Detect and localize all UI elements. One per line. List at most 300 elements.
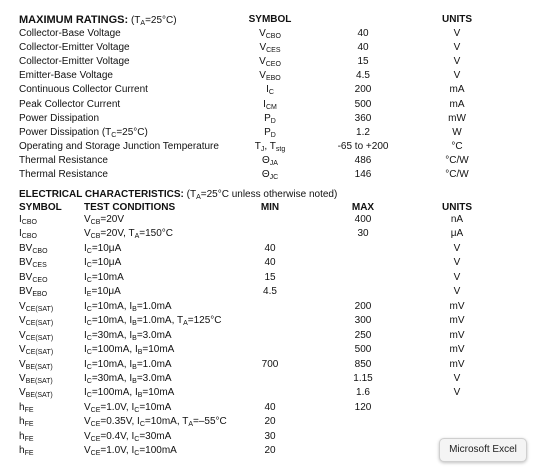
- condition-text: =10mA: [142, 387, 175, 399]
- condition-variable: I: [84, 300, 87, 312]
- parameter-subscript: C: [111, 131, 117, 139]
- condition-text: =30mA: [139, 430, 172, 442]
- unit-value: V: [453, 257, 461, 269]
- characteristic-row: [0, 386, 533, 400]
- condition-variable: T: [182, 416, 189, 428]
- condition-text: =30mA,: [91, 372, 130, 384]
- symbol-main: V: [19, 344, 26, 356]
- condition-subscript: B: [137, 349, 143, 357]
- max-value: 120: [354, 401, 372, 413]
- test-condition: [84, 386, 174, 400]
- condition-variable: I: [137, 416, 140, 428]
- parameter-text: Continuous Collector Current: [19, 84, 148, 96]
- condition-variable: I: [131, 430, 135, 442]
- condition-text: =3.0mA: [136, 372, 172, 384]
- unit-value: V: [453, 387, 461, 399]
- symbol-subscript: JC: [269, 174, 279, 181]
- max-value: 850: [354, 358, 372, 370]
- unit-value: V: [453, 242, 461, 254]
- unit-value: mV: [449, 315, 465, 327]
- rating-unit: V: [453, 42, 461, 54]
- condition-subscript: C: [134, 435, 140, 443]
- rating-symbol: [237, 154, 303, 168]
- rating-parameter: [19, 55, 130, 69]
- condition-variable: I: [134, 344, 138, 356]
- condition-subscript: C: [134, 406, 140, 414]
- rating-unit: W: [452, 126, 462, 138]
- test-condition: [84, 227, 173, 241]
- condition-text: =10mA: [91, 271, 124, 283]
- symbol-subscript: C: [268, 89, 274, 97]
- electrical-max-header: MAX: [351, 202, 375, 213]
- condition-variable: I: [129, 358, 133, 370]
- condition-subscript: A: [134, 233, 140, 241]
- symbol-subscript: CE(SAT): [25, 305, 54, 313]
- min-value: 40: [264, 242, 276, 254]
- condition-subscript: A: [183, 320, 188, 328]
- condition-subscript: B: [132, 305, 137, 313]
- condition-variable: V: [84, 401, 91, 413]
- condition-subscript: C: [86, 320, 92, 328]
- symbol-main: V: [19, 315, 26, 327]
- test-condition: [84, 256, 121, 270]
- condition-subscript: CE: [90, 406, 101, 414]
- parameter-text: Power Dissipation (T: [19, 126, 112, 138]
- characteristic-symbol: [19, 300, 53, 314]
- condition-text: =3.0mA: [136, 329, 172, 341]
- characteristic-row: [0, 329, 533, 343]
- condition-variable: I: [134, 387, 138, 399]
- condition-variable: I: [84, 387, 87, 399]
- condition-subscript: CB: [90, 219, 101, 226]
- condition-variable: I: [84, 358, 87, 370]
- unit-value: μA: [450, 228, 464, 240]
- characteristic-symbol: [19, 343, 53, 357]
- condition-text: =100mA,: [91, 344, 135, 356]
- electrical-title-row: [0, 188, 533, 202]
- rating-symbol: [237, 55, 303, 69]
- electrical-title: ELECTRICAL CHARACTERISTICS: ($T_A=25^\circ C$ unless otherwise noted): [19, 189, 338, 201]
- symbol-subscript: FE: [24, 450, 34, 458]
- parameter-text: Collector-Emitter Voltage: [19, 56, 130, 68]
- rating-value: 4.5: [356, 70, 370, 82]
- characteristic-symbol: [19, 213, 37, 227]
- condition-subscript: C: [86, 392, 92, 400]
- condition-subscript: B: [132, 363, 137, 371]
- characteristic-symbol: [19, 444, 34, 458]
- rating-parameter: [19, 41, 130, 55]
- unit-value: V: [453, 286, 461, 298]
- min-value: 4.5: [263, 286, 277, 298]
- rating-symbol: [237, 112, 303, 126]
- condition-subscript: B: [132, 377, 137, 385]
- condition-text: =100mA: [139, 445, 177, 457]
- rating-value: 15: [357, 56, 369, 68]
- symbol-main: Θ: [261, 169, 270, 180]
- rating-parameter: [19, 69, 113, 83]
- parameter-text: Thermal Resistance: [19, 154, 108, 166]
- symbol-subscript: CBO: [21, 233, 37, 241]
- rating-parameter: [19, 98, 120, 112]
- characteristic-symbol: [19, 329, 53, 343]
- characteristic-symbol: [19, 358, 53, 372]
- parameter-text: Thermal Resistance: [19, 169, 108, 180]
- condition-text: =20V: [100, 214, 125, 225]
- parameter-text: Operating and Storage Junction Temperature: [19, 140, 219, 152]
- symbol-main: BV: [19, 286, 33, 298]
- condition-subscript: C: [134, 450, 140, 458]
- condition-subscript: C: [86, 349, 92, 357]
- max-ratings-title: MAXIMUM RATINGS: $(T_A=25^\circ C)$: [19, 14, 177, 27]
- symbol-subscript: CE(SAT): [25, 320, 54, 328]
- condition-variable: I: [84, 286, 87, 298]
- condition-variable: I: [131, 401, 135, 413]
- rating-parameter: [19, 126, 148, 140]
- symbol-main: I: [19, 214, 22, 225]
- condition-subscript: C: [86, 247, 92, 255]
- condition-text: =100mA,: [91, 387, 135, 399]
- condition-subscript: B: [137, 392, 143, 400]
- max-value: 1.6: [356, 387, 370, 399]
- condition-variable: I: [129, 315, 133, 327]
- max-ratings-header: [0, 13, 533, 27]
- condition-variable: V: [84, 214, 91, 225]
- rating-row: [0, 55, 533, 69]
- condition-text: =1.0mA: [136, 300, 172, 312]
- rating-row: [0, 98, 533, 112]
- symbol-main: V: [259, 28, 266, 39]
- condition-variable: T: [128, 228, 135, 240]
- test-condition: [84, 415, 227, 429]
- test-condition: [84, 285, 121, 299]
- rating-symbol: [237, 83, 303, 97]
- condition-subscript: E: [86, 291, 92, 299]
- symbol-main: V: [259, 42, 267, 54]
- unit-value: V: [453, 372, 461, 384]
- symbol-subscript: CE(SAT): [25, 349, 54, 357]
- condition-variable: V: [84, 445, 91, 457]
- symbol-main: BV: [19, 271, 33, 283]
- test-condition: [84, 329, 172, 343]
- rating-unit: mW: [448, 112, 466, 124]
- condition-text: =0.4V,: [100, 430, 132, 442]
- rating-unit: V: [453, 56, 461, 68]
- rating-value: 500: [354, 98, 372, 110]
- rating-symbol: [237, 41, 303, 55]
- rating-parameter: [19, 83, 148, 97]
- characteristic-row: [0, 256, 533, 270]
- parameter-text: Emitter-Base Voltage: [19, 70, 113, 82]
- symbol-main: V: [19, 329, 26, 341]
- rating-parameter: [19, 168, 108, 182]
- condition-subscript: A: [188, 421, 193, 429]
- condition-variable: V: [84, 416, 91, 428]
- symbol-subscript: CES: [266, 47, 281, 55]
- unit-value: V: [453, 271, 461, 283]
- characteristic-row: [0, 401, 533, 415]
- min-value: 700: [261, 358, 279, 370]
- rating-row: [0, 154, 533, 168]
- symbol-main: h: [19, 430, 25, 442]
- rating-symbol: [237, 168, 303, 182]
- symbol-main: V: [259, 70, 266, 82]
- condition-text: =10μA: [91, 242, 122, 254]
- condition-subscript: C: [86, 305, 92, 313]
- rating-parameter: [19, 27, 121, 41]
- symbol-subscript-2: stg: [275, 145, 286, 153]
- min-value: 30: [264, 430, 276, 442]
- rating-unit: mA: [449, 98, 465, 110]
- symbol-subscript: CBO: [32, 247, 48, 255]
- rating-parameter: [19, 154, 108, 168]
- symbol-main: I: [263, 98, 266, 110]
- condition-variable: I: [129, 329, 133, 341]
- condition-text: =10mA,: [91, 300, 130, 312]
- rating-symbol: [237, 27, 303, 41]
- unit-value: nA: [450, 214, 464, 225]
- symbol-main: BV: [19, 257, 33, 269]
- unit-value: mV: [449, 344, 465, 356]
- condition-text: =–55°C: [193, 416, 227, 428]
- test-condition: [84, 343, 174, 357]
- symbol-main: V: [19, 300, 26, 312]
- condition-variable: I: [129, 372, 133, 384]
- rating-row: [0, 83, 533, 97]
- electrical-conditions-header: TEST CONDITIONS: [84, 202, 176, 213]
- symbol-subscript: BE(SAT): [25, 392, 53, 400]
- characteristic-row: [0, 271, 533, 285]
- rating-row: [0, 69, 533, 83]
- characteristic-row: [0, 227, 533, 241]
- characteristic-row: [0, 343, 533, 357]
- max-ratings-symbol-header: SYMBOL: [248, 14, 292, 25]
- symbol-subscript: D: [270, 131, 276, 139]
- symbol-subscript: EBO: [265, 75, 281, 83]
- characteristic-symbol: [19, 386, 53, 400]
- condition-subscript: C: [139, 421, 145, 429]
- condition-text: =10mA,: [91, 358, 130, 370]
- characteristic-symbol: [19, 242, 48, 256]
- parameter-text: Peak Collector Current: [19, 98, 121, 110]
- electrical-symbol-header: SYMBOL: [19, 202, 62, 213]
- characteristic-symbol: [19, 401, 34, 415]
- min-value: 40: [264, 257, 276, 269]
- condition-subscript: C: [86, 276, 92, 284]
- symbol-subscript: BE(SAT): [25, 377, 53, 385]
- condition-text: =1.0V,: [100, 401, 132, 413]
- rating-row: [0, 126, 533, 140]
- symbol-main: h: [19, 401, 25, 413]
- condition-subscript: B: [132, 320, 137, 328]
- max-value: 250: [354, 329, 372, 341]
- condition-subscript: CE: [90, 421, 101, 429]
- symbol-main: I: [266, 84, 269, 96]
- condition-text: =20V,: [100, 228, 129, 240]
- test-condition: [84, 213, 124, 227]
- condition-text: =10mA,: [91, 315, 130, 327]
- symbol-main: I: [19, 228, 22, 240]
- electrical-units-header: UNITS: [442, 202, 472, 213]
- rating-value: 146: [354, 169, 372, 180]
- condition-variable: I: [131, 445, 135, 457]
- rating-row: [0, 112, 533, 126]
- rating-value: 200: [354, 84, 372, 96]
- symbol-subscript: EBO: [32, 291, 48, 299]
- symbol-main: P: [264, 126, 271, 138]
- min-value: 15: [264, 271, 276, 283]
- rating-value: -65 to +200: [337, 140, 389, 152]
- max-value: 1.15: [353, 372, 373, 384]
- unit-value: mV: [449, 358, 465, 370]
- symbol-subscript: CBO: [265, 33, 281, 40]
- symbol-subscript: CE(SAT): [25, 334, 54, 342]
- symbol-subscript: FE: [24, 406, 34, 414]
- max-value: 30: [357, 228, 369, 240]
- electrical-min-header: MIN: [260, 202, 280, 213]
- symbol-subscript: CM: [265, 103, 277, 111]
- characteristic-row: [0, 213, 533, 227]
- condition-text: =10μA: [91, 257, 122, 269]
- rating-symbol: [237, 140, 303, 154]
- condition-subscript: CB: [90, 233, 101, 241]
- rating-parameter: [19, 140, 219, 154]
- rating-symbol: [237, 126, 303, 140]
- condition-variable: I: [84, 271, 87, 283]
- condition-variable: I: [84, 372, 87, 384]
- condition-text: =10mA: [139, 401, 172, 413]
- condition-subscript: CE: [90, 435, 101, 443]
- test-condition: [84, 300, 172, 314]
- rating-unit: V: [453, 28, 461, 39]
- condition-text: =1.0V,: [100, 445, 132, 457]
- test-condition: [84, 242, 121, 256]
- condition-variable: T: [176, 315, 184, 327]
- symbol-main: Θ: [262, 154, 270, 166]
- condition-variable: I: [129, 300, 133, 312]
- rating-unit: °C: [451, 140, 463, 152]
- condition-variable: I: [84, 329, 87, 341]
- rating-symbol: [237, 98, 303, 112]
- parameter-text: Power Dissipation: [19, 112, 100, 124]
- max-value: 300: [354, 315, 372, 327]
- condition-text: =150°C: [139, 228, 174, 240]
- characteristic-row: [0, 300, 533, 314]
- rating-unit: mA: [449, 84, 465, 96]
- condition-subscript: C: [86, 363, 92, 371]
- symbol-main: T: [254, 140, 261, 152]
- rating-row: [0, 41, 533, 55]
- symbol-subscript: CES: [32, 262, 47, 270]
- min-value: 20: [264, 445, 276, 457]
- rating-unit: °C/W: [445, 169, 469, 180]
- characteristic-symbol: [19, 430, 34, 444]
- rating-symbol: [237, 69, 303, 83]
- characteristic-symbol: [19, 256, 47, 270]
- rating-value: 1.2: [356, 126, 370, 138]
- symbol-main: V: [19, 358, 26, 370]
- characteristic-row: [0, 358, 533, 372]
- parameter-suffix: =25°C): [116, 126, 148, 138]
- condition-text: =10mA,: [144, 416, 183, 428]
- symbol-subscript: FE: [24, 435, 34, 443]
- condition-variable: V: [84, 228, 91, 240]
- parameter-text: Collector-Base Voltage: [19, 28, 121, 39]
- condition-variable: I: [84, 242, 87, 254]
- rating-value: 360: [354, 112, 372, 124]
- characteristic-symbol: [19, 314, 53, 328]
- test-condition: [84, 372, 172, 386]
- characteristic-row: [0, 372, 533, 386]
- characteristic-symbol: [19, 285, 47, 299]
- symbol-subscript: JA: [269, 159, 278, 167]
- symbol-subscript: D: [270, 117, 276, 125]
- symbol-subscript: FE: [24, 421, 34, 429]
- symbol-main: P: [264, 112, 271, 124]
- symbol-separator: , T: [264, 140, 276, 152]
- test-condition: [84, 401, 171, 415]
- max-value: 200: [354, 300, 372, 312]
- condition-text: =30mA,: [91, 329, 130, 341]
- rating-row: [0, 140, 533, 154]
- symbol-subscript: CEO: [32, 276, 48, 284]
- condition-text: =10mA: [142, 344, 175, 356]
- condition-subscript: C: [86, 334, 92, 342]
- condition-subscript: CE: [90, 450, 101, 458]
- symbol-main: h: [19, 445, 25, 457]
- symbol-main: BV: [19, 242, 33, 254]
- condition-subscript: C: [86, 262, 92, 270]
- test-condition: [84, 430, 171, 444]
- condition-subscript: B: [132, 334, 137, 342]
- max-ratings-units-header: UNITS: [442, 14, 472, 25]
- rating-value: 486: [354, 154, 372, 166]
- symbol-subscript: CBO: [21, 219, 37, 226]
- characteristic-symbol: [19, 227, 37, 241]
- min-value: 40: [264, 401, 276, 413]
- characteristic-row: [0, 285, 533, 299]
- condition-text: =10μA: [91, 286, 121, 298]
- symbol-main: V: [19, 372, 26, 384]
- max-value: 400: [354, 214, 372, 225]
- rating-row: [0, 168, 533, 182]
- condition-subscript: C: [86, 377, 92, 385]
- symbol-subscript: CEO: [265, 61, 281, 69]
- rating-parameter: [19, 112, 99, 126]
- symbol-subscript: J: [260, 145, 265, 153]
- characteristic-symbol: [19, 415, 34, 429]
- characteristic-row: [0, 314, 533, 328]
- condition-text: =1.0mA,: [136, 315, 177, 327]
- condition-text: =125°C: [187, 315, 222, 327]
- condition-text: =0.35V,: [100, 416, 138, 428]
- test-condition: [84, 444, 177, 458]
- rating-unit: V: [453, 70, 461, 82]
- app-tooltip: Microsoft Excel: [439, 438, 527, 462]
- test-condition: [84, 314, 221, 328]
- symbol-main: h: [19, 416, 25, 428]
- min-value: 20: [264, 416, 276, 428]
- condition-variable: I: [84, 257, 87, 269]
- condition-variable: V: [84, 430, 91, 442]
- rating-value: 40: [357, 42, 369, 54]
- characteristic-row: [0, 415, 533, 429]
- rating-row: [0, 27, 533, 41]
- test-condition: [84, 358, 172, 372]
- characteristic-symbol: [19, 271, 48, 285]
- condition-variable: I: [84, 315, 87, 327]
- unit-value: mV: [449, 329, 465, 341]
- condition-text: =1.0mA: [136, 358, 172, 370]
